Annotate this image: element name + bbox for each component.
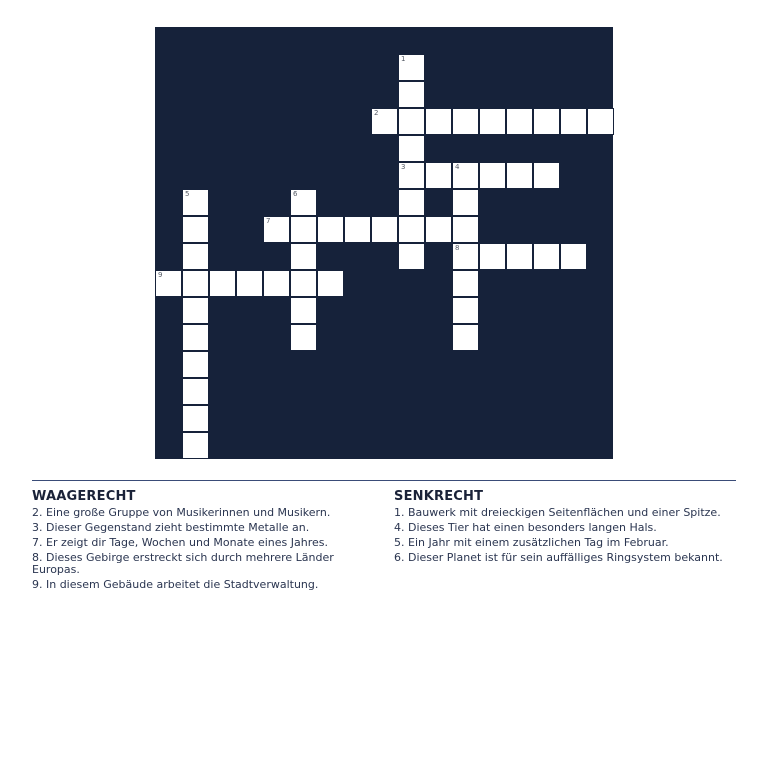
- across-heading: WAAGERECHT: [32, 489, 136, 504]
- clue-number: 3: [401, 163, 406, 171]
- down-clue: 4. Dieses Tier hat einen besonders langen Hals.: [394, 521, 657, 534]
- clue-number: 8: [455, 244, 460, 252]
- clue-number: 1: [401, 55, 406, 63]
- grid-cell[interactable]: [506, 243, 533, 270]
- grid-cell[interactable]: [533, 162, 560, 189]
- down-clue: 5. Ein Jahr mit einem zusätzlichen Tag im Februar.: [394, 536, 669, 549]
- grid-cell[interactable]: [398, 108, 425, 135]
- grid-cell[interactable]: [182, 405, 209, 432]
- grid-cell[interactable]: [155, 270, 182, 297]
- across-clue: 2. Eine große Gruppe von Musikerinnen und Musikern.: [32, 506, 331, 519]
- grid-cell[interactable]: [182, 351, 209, 378]
- grid-cell[interactable]: [398, 54, 425, 81]
- across-clue: 9. In diesem Gebäude arbeitet die Stadtverwaltung.: [32, 578, 319, 591]
- grid-cell[interactable]: [452, 270, 479, 297]
- grid-cell[interactable]: [452, 162, 479, 189]
- grid-cell[interactable]: [479, 243, 506, 270]
- grid-cell[interactable]: [533, 108, 560, 135]
- grid-cell[interactable]: [263, 270, 290, 297]
- clue-number: 7: [266, 217, 271, 225]
- clue-number: 9: [158, 271, 163, 279]
- grid-cell[interactable]: [290, 216, 317, 243]
- grid-cell[interactable]: [425, 108, 452, 135]
- grid-cell[interactable]: [506, 108, 533, 135]
- grid-cell[interactable]: [290, 270, 317, 297]
- grid-cell[interactable]: [398, 135, 425, 162]
- down-clue: 6. Dieser Planet ist für sein auffälliges Ringsystem bekannt.: [394, 551, 723, 564]
- grid-cell[interactable]: [506, 162, 533, 189]
- grid-cell[interactable]: [182, 243, 209, 270]
- grid-cell[interactable]: [398, 216, 425, 243]
- grid-cell[interactable]: [344, 216, 371, 243]
- grid-cell[interactable]: [317, 270, 344, 297]
- grid-cell[interactable]: [560, 108, 587, 135]
- grid-cell[interactable]: [209, 270, 236, 297]
- grid-cell[interactable]: [452, 297, 479, 324]
- grid-cell[interactable]: [452, 108, 479, 135]
- grid-cell[interactable]: [398, 81, 425, 108]
- across-clue: 8. Dieses Gebirge erstreckt sich durch mehrere Länder Europas.: [32, 551, 334, 576]
- clue-number: 5: [185, 190, 190, 198]
- grid-cell[interactable]: [425, 216, 452, 243]
- across-clue: 7. Er zeigt dir Tage, Wochen und Monate eines Jahres.: [32, 536, 328, 549]
- clue-number: 4: [455, 163, 460, 171]
- grid-cell[interactable]: [182, 324, 209, 351]
- crossword-grid: [155, 27, 613, 459]
- grid-cell[interactable]: [290, 297, 317, 324]
- grid-cell[interactable]: [452, 189, 479, 216]
- grid-cell[interactable]: [398, 189, 425, 216]
- grid-cell[interactable]: [533, 243, 560, 270]
- grid-cell[interactable]: [371, 216, 398, 243]
- down-clues-section: [394, 489, 744, 567]
- grid-cell[interactable]: [236, 270, 263, 297]
- grid-cell[interactable]: [182, 297, 209, 324]
- clue-number: 6: [293, 190, 298, 198]
- across-clues-section: [32, 489, 372, 594]
- grid-cell[interactable]: [398, 243, 425, 270]
- grid-cell[interactable]: [290, 243, 317, 270]
- down-clue: 1. Bauwerk mit dreieckigen Seitenflächen und einer Spitze.: [394, 506, 721, 519]
- grid-cell[interactable]: [452, 216, 479, 243]
- grid-cell[interactable]: [371, 108, 398, 135]
- clue-number: 2: [374, 109, 379, 117]
- grid-cell[interactable]: [398, 162, 425, 189]
- grid-cell[interactable]: [290, 189, 317, 216]
- grid-cell[interactable]: [452, 324, 479, 351]
- grid-cell[interactable]: [587, 108, 614, 135]
- grid-cell[interactable]: [290, 324, 317, 351]
- grid-cell[interactable]: [182, 189, 209, 216]
- divider: [32, 480, 736, 481]
- grid-cell[interactable]: [182, 270, 209, 297]
- grid-cell[interactable]: [182, 216, 209, 243]
- across-clue: 3. Dieser Gegenstand zieht bestimmte Metalle an.: [32, 521, 310, 534]
- grid-cell[interactable]: [263, 216, 290, 243]
- grid-cell[interactable]: [317, 216, 344, 243]
- grid-cell[interactable]: [479, 108, 506, 135]
- grid-cell[interactable]: [560, 243, 587, 270]
- grid-cell[interactable]: [182, 432, 209, 459]
- grid-cell[interactable]: [452, 243, 479, 270]
- down-heading: SENKRECHT: [394, 489, 484, 504]
- grid-cell[interactable]: [479, 162, 506, 189]
- grid-cell[interactable]: [425, 162, 452, 189]
- grid-cell[interactable]: [182, 378, 209, 405]
